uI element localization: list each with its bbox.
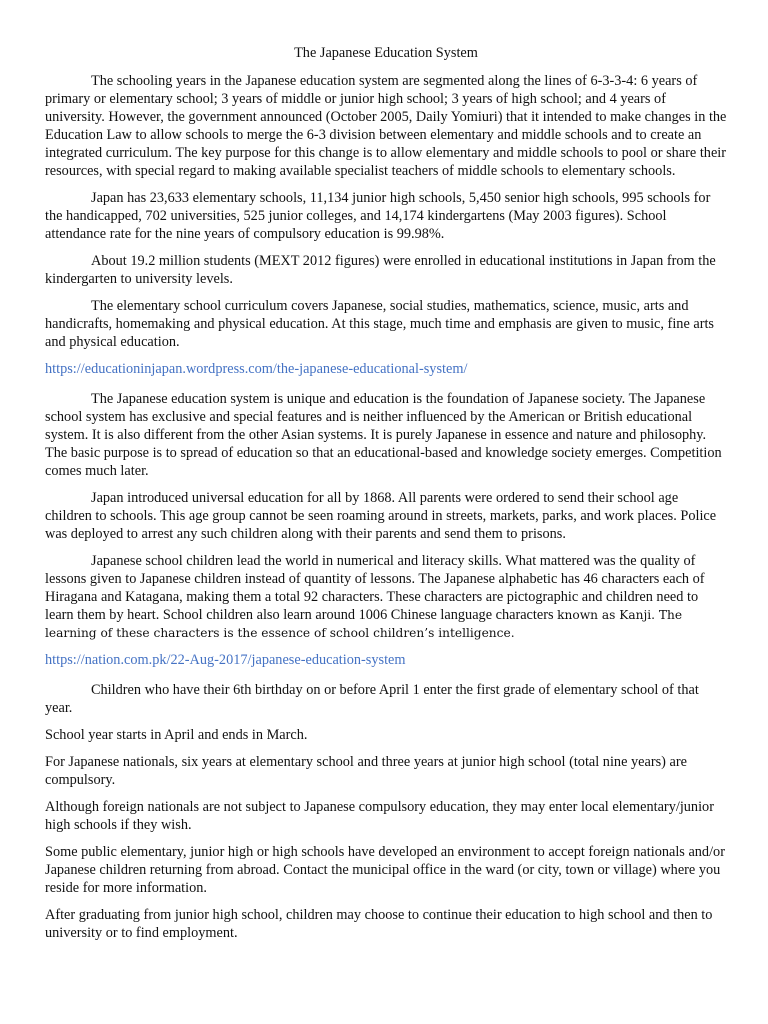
document-page bbox=[45, 44, 727, 951]
paragraph-compulsory: For Japanese nationals, six years at elementary school and three years at junior high school (total nine years) are compulsory. bbox=[45, 754, 687, 788]
paragraph-school-counts: Japan has 23,633 elementary schools, 11,134 junior high schools, 5,450 senior high schools, 995 schools for the handicapped, 702 universities, 525 junior colleges, and 14,174 kindergartens (May 2003 figures). School attendance rate for the nine years of compulsory education is 99.98%. bbox=[45, 190, 711, 242]
source-link-educationinjapan[interactable]: https://educationinjapan.wordpress.com/the-japanese-educational-system/ bbox=[45, 361, 468, 377]
paragraph-foreign-nationals: Although foreign nationals are not subject to Japanese compulsory education, they may enter local elementary/junior high schools if they wish. bbox=[45, 799, 714, 833]
paragraph-public-schools: Some public elementary, junior high or high schools have developed an environment to accept foreign nationals and/or Japanese children returning from abroad. Contact the municipal office in the ward (or city, town or village) where you reside for more information. bbox=[45, 844, 725, 896]
paragraph-literacy-main: Japanese school children lead the world in numerical and literacy skills. What mattered was the quality of lessons given to Japanese children instead of quantity of lessons. The Japanese alphabetic has 46 characters each of Hiragana and Katagana, making them a total 92 characters. These characters are pictographic and children need to learn them by heart. School children also learn around 1006 Chinese language characters bbox=[45, 553, 705, 623]
paragraph-curriculum: The elementary school curriculum covers Japanese, social studies, mathematics, science, music, arts and handicrafts, homemaking and physical education. At this stage, much time and emphasis are given to music, fine arts and physical education. bbox=[45, 298, 715, 350]
paragraph-literacy-skills bbox=[45, 552, 727, 642]
paragraph-enrollment: About 19.2 million students (MEXT 2012 figures) were enrolled in educational institutions in Japan from the kindergarten to university levels. bbox=[45, 253, 716, 287]
paragraph-schooling-years: The schooling years in the Japanese education system are segmented along the lines of 6-3-3-4: 6 years of primary or elementary school; 3 years of middle or junior high school; 3 years of high school; and 4 years of university. However, the government announced (October 2005, Daily Yomiuri) that it intended to make changes in the Education Law to allow schools to merge the 6-3 division between elementary and middle schools and to create an integrated curriculum. The key purpose for this change is to allow elementary and middle schools to pool or share their resources, with special regard to making available specialist teachers of middle schools to elementary schools. bbox=[45, 73, 727, 179]
paragraph-universal-education: Japan introduced universal education for all by 1868. All parents were ordered to send their school age children to schools. This age group cannot be seen roaming around in streets, markets, parks, and work places. Police was deployed to arrest any such children along with their parents and send them to prisons. bbox=[45, 490, 717, 542]
paragraph-literacy-tail: known as Kanji. The learning of these characters is the essence of school children’s intelligence. bbox=[45, 608, 683, 640]
document-title: The Japanese Education System bbox=[294, 45, 478, 61]
source-link-nation[interactable]: https://nation.com.pk/22-Aug-2017/japanese-education-system bbox=[45, 652, 406, 668]
paragraph-unique-system: The Japanese education system is unique and education is the foundation of Japanese society. The Japanese school system has exclusive and special features and is neither influenced by the American or British educational system. It is also different from the other Asian systems. It is purely Japanese in essence and nature and philosophy. The basic purpose is to spread of education so that an educational-based and knowledge society emerges. Competition comes much later. bbox=[45, 391, 722, 479]
paragraph-after-graduation: After graduating from junior high school, children may choose to continue their education to high school and then to university or to find employment. bbox=[45, 907, 713, 941]
paragraph-school-year: School year starts in April and ends in March. bbox=[45, 727, 308, 743]
paragraph-first-grade: Children who have their 6th birthday on or before April 1 enter the first grade of elementary school of that year. bbox=[45, 682, 699, 716]
